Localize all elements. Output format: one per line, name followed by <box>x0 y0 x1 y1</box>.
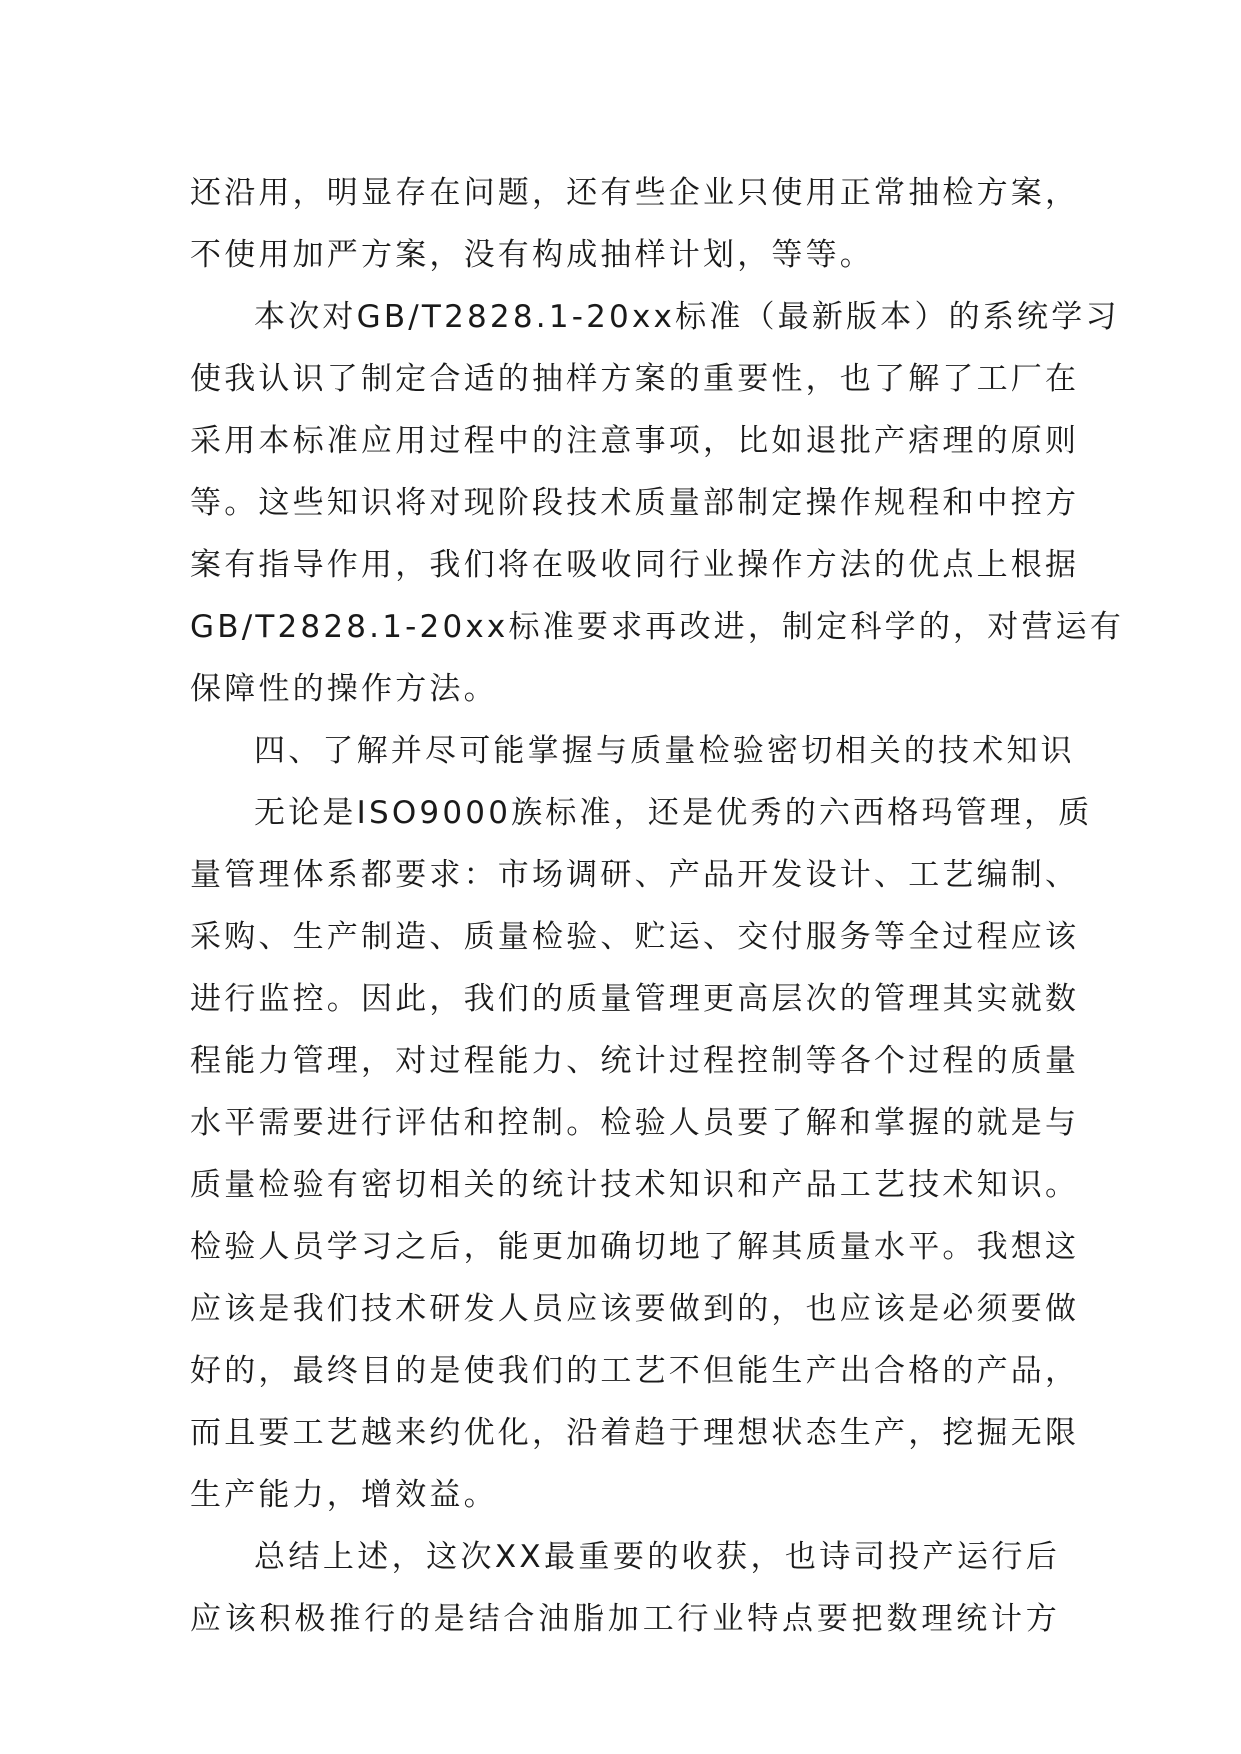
text-line: 不使用加严方案，没有构成抽样计划，等等。 <box>190 237 874 273</box>
text-line: 程能力管理，对过程能力、统计过程控制等各个过程的质量 <box>190 1043 1080 1079</box>
text-line: 等。这些知识将对现阶段技术质量部制定操作规程和中控方 <box>190 485 1080 521</box>
text-line: 好的，最终目的是使我们的工艺不但能生产出合格的产品， <box>190 1353 1080 1389</box>
text-line: 保障性的操作方法。 <box>190 671 498 707</box>
text-line: 应该积极推行的是结合油脂加工行业特点要把数理统计方 <box>190 1601 1060 1637</box>
text-line: 总结上述，这次XX最重要的收获，也诗司投产运行后 <box>254 1539 1060 1575</box>
text-line: 使我认识了制定合适的抽样方案的重要性，也了解了工厂在 <box>190 361 1080 397</box>
text-line: 生产能力，增效益。 <box>190 1477 498 1513</box>
text-line: 而且要工艺越来约优化，沿着趋于理想状态生产，挖掘无限 <box>190 1415 1080 1451</box>
text-line: 案有指导作用，我们将在吸收同行业操作方法的优点上根据 <box>190 547 1080 583</box>
body-text <box>190 162 1125 1650</box>
text-line: 采用本标准应用过程中的注意事项，比如退批产痞理的原则 <box>190 423 1080 459</box>
text-line: GB/T2828.1-20xx标准要求再改进，制定科学的，对营运有 <box>190 609 1125 645</box>
text-line: 四、了解并尽可能掌握与质量检验密切相关的技术知识 <box>254 733 1075 769</box>
text-line: 无论是ISO9000族标准，还是优秀的六西格玛管理，质 <box>254 795 1093 831</box>
text-line: 本次对GB/T2828.1-20xx标准（最新版本）的系统学习 <box>254 299 1120 335</box>
text-line: 水平需要进行评估和控制。检验人员要了解和掌握的就是与 <box>190 1105 1080 1141</box>
text-line: 应该是我们技术研发人员应该要做到的，也应该是必须要做 <box>190 1291 1080 1327</box>
text-line: 量管理体系都要求：市场调研、产品开发设计、工艺编制、 <box>190 857 1080 893</box>
text-line: 质量检验有密切相关的统计技术知识和产品工艺技术知识。 <box>190 1167 1080 1203</box>
text-line: 检验人员学习之后，能更加确切地了解其质量水平。我想这 <box>190 1229 1080 1265</box>
text-line: 采购、生产制造、质量检验、贮运、交付服务等全过程应该 <box>190 919 1080 955</box>
text-line: 还沿用，明显存在问题，还有些企业只使用正常抽检方案， <box>190 175 1080 211</box>
text-line: 进行监控。因此，我们的质量管理更高层次的管理其实就数 <box>190 981 1080 1017</box>
